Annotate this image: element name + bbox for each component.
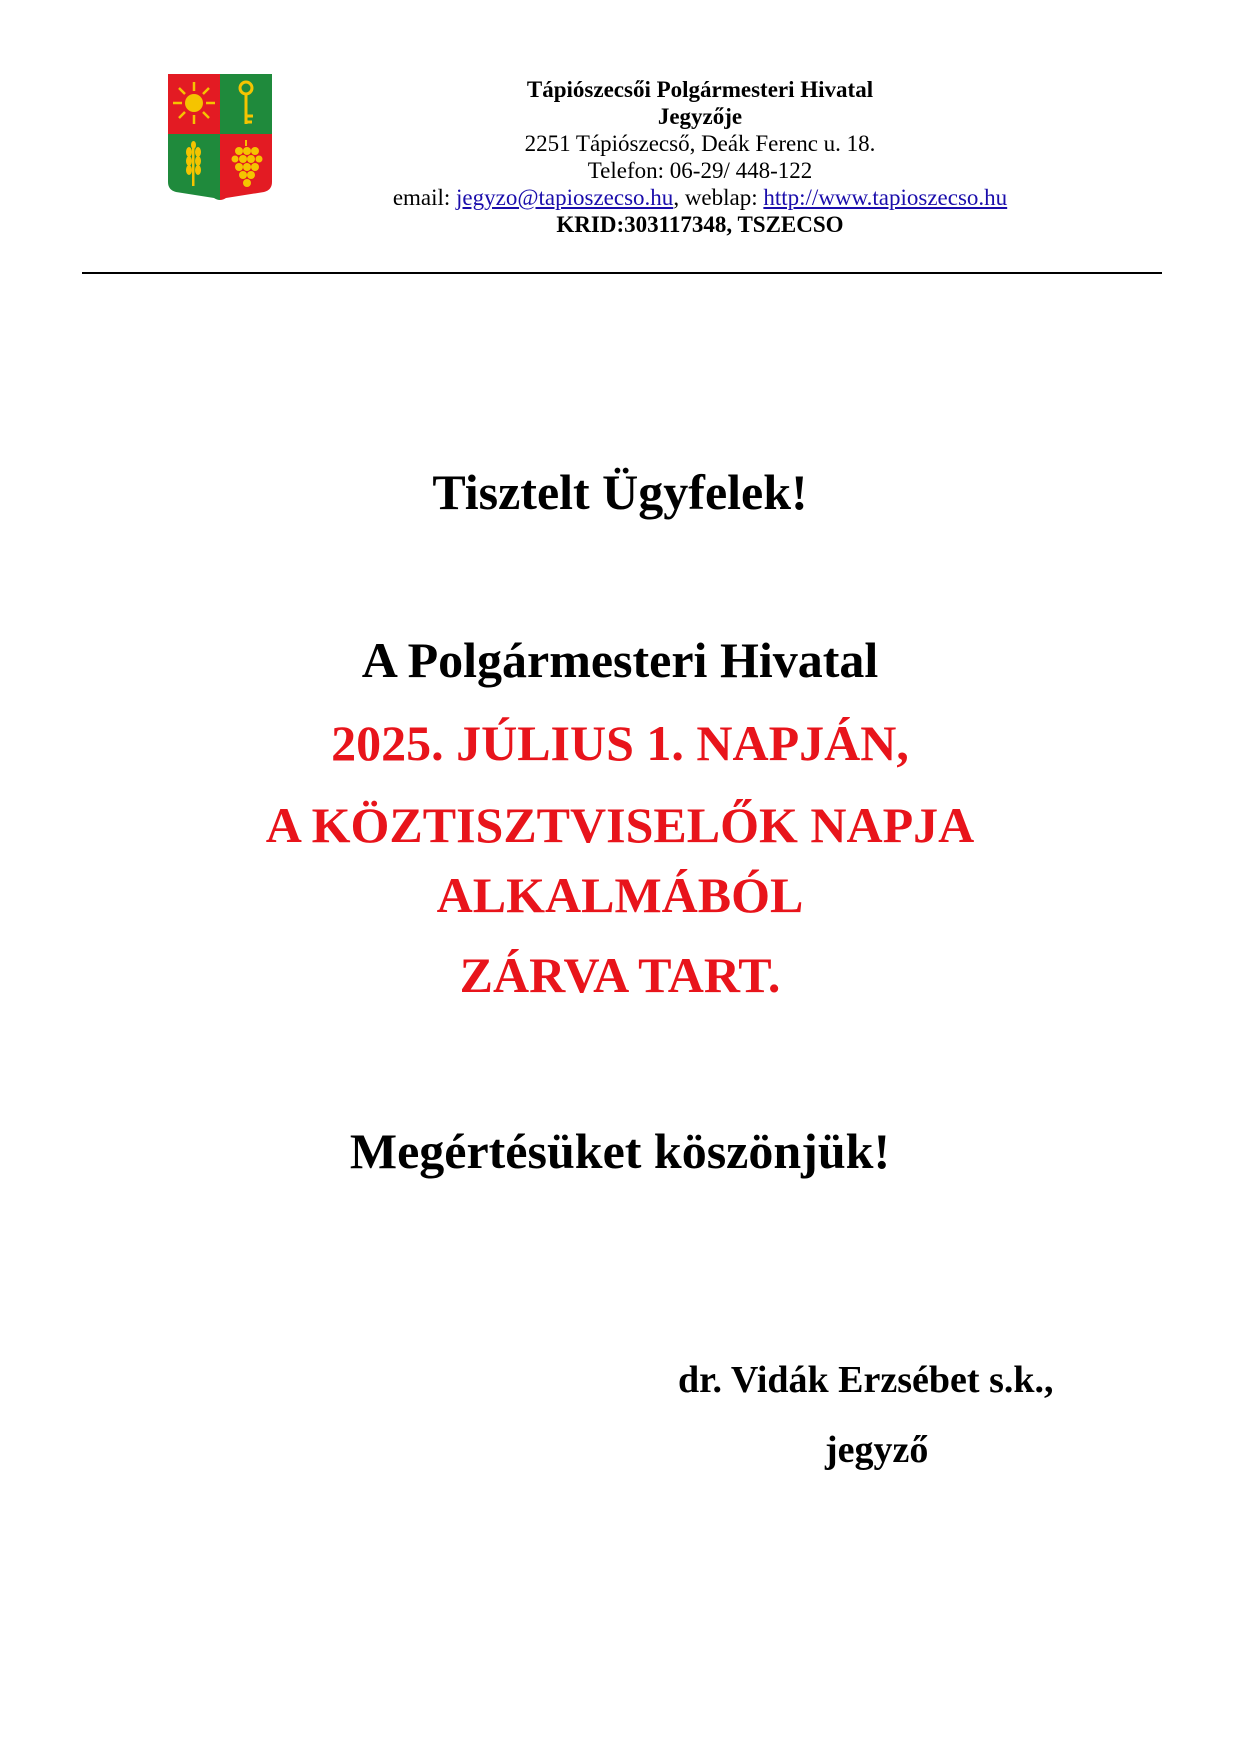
signature-title: jegyző (825, 1429, 929, 1471)
email-link[interactable]: jegyzo@tapioszecso.hu (456, 185, 674, 210)
greeting: Tisztelt Ügyfelek! (432, 464, 808, 520)
website-link[interactable]: http://www.tapioszecso.hu (763, 185, 1008, 210)
krid-line: KRID:303117348, TSZECSO (556, 212, 844, 237)
thanks-line: Megértésüket köszönjük! (349, 1123, 891, 1179)
email-label: email: (392, 185, 457, 210)
office-name: Tápiószecsői Polgármesteri Hivatal (526, 77, 874, 102)
reason-line-1: A KÖZTISZTVISELŐK NAPJA (265, 797, 975, 853)
header-divider (82, 272, 1162, 274)
coat-of-arms-icon (166, 72, 274, 204)
phone: Telefon: 06-29/ 448-122 (587, 158, 813, 183)
office-line: A Polgármesteri Hivatal (361, 632, 879, 688)
date-line: 2025. JÚLIUS 1. NAPJÁN, (331, 715, 909, 771)
signature-name: dr. Vidák Erzsébet s.k., (678, 1359, 1054, 1401)
contact-line (330, 184, 1070, 211)
address: 2251 Tápiószecső, Deák Ferenc u. 18. (524, 131, 876, 156)
letterhead (330, 76, 1070, 238)
reason-line-2: ALKALMÁBÓL (436, 867, 804, 923)
sun-icon (173, 82, 215, 124)
web-label: , weblap: (673, 185, 764, 210)
office-subtitle: Jegyzője (657, 104, 743, 129)
closed-notice: ZÁRVA TART. (459, 947, 781, 1003)
